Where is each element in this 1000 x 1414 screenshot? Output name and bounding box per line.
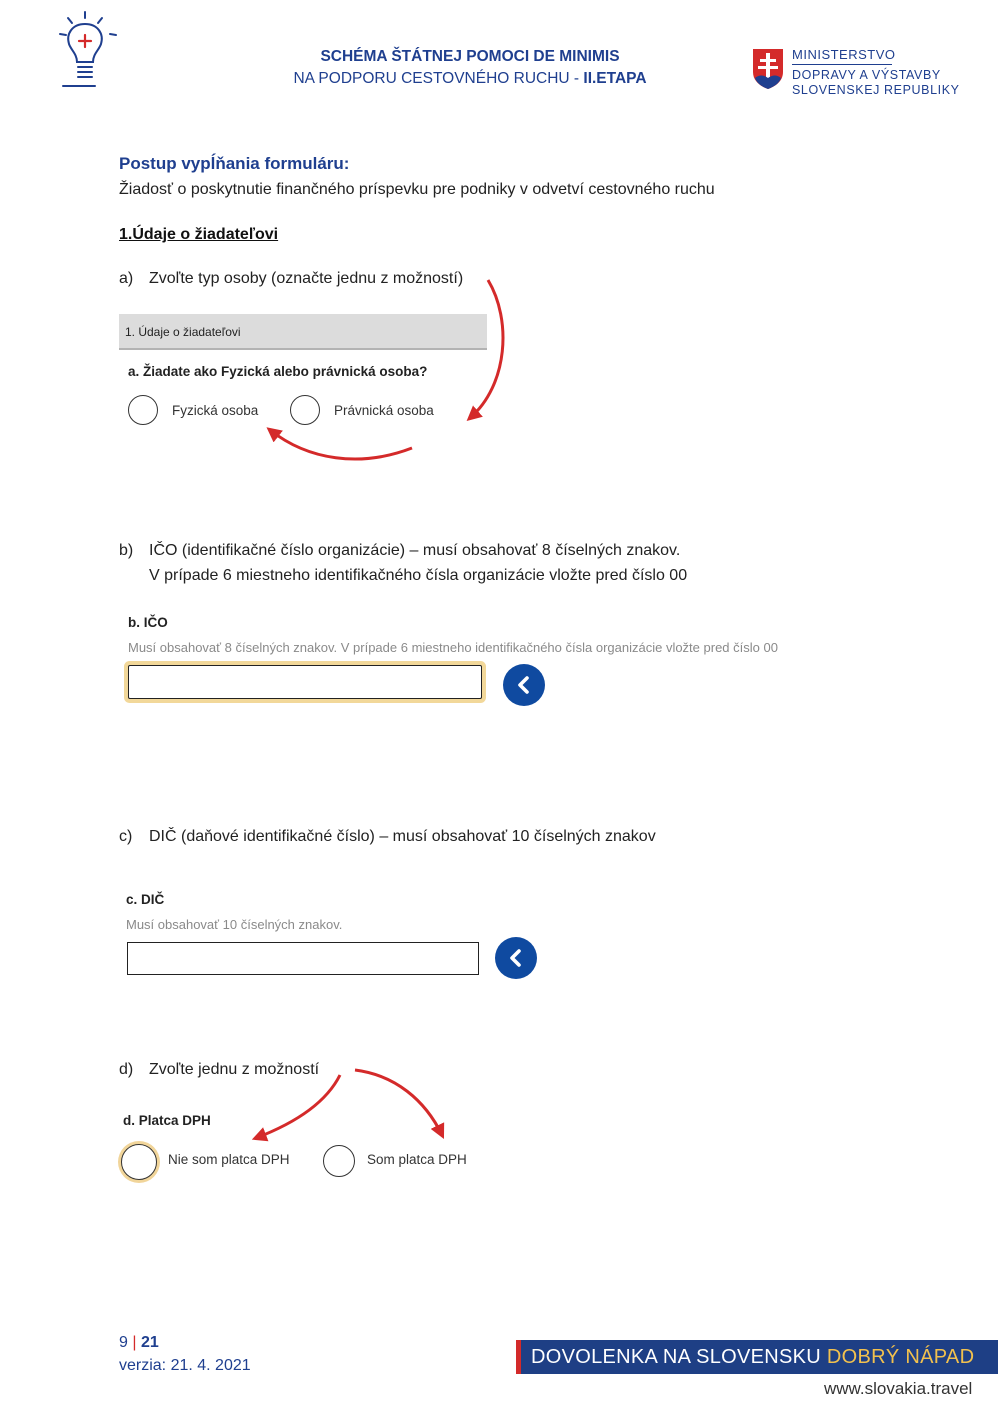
arrow-to-not-vat-payer — [256, 1075, 340, 1138]
dic-field-label: c. DIČ — [126, 892, 165, 907]
header-title-line1: SCHÉMA ŠTÁTNEJ POMOCI DE MINIMIS — [320, 48, 620, 65]
step-c-label: c) — [119, 828, 133, 845]
ico-hint: Musí obsahovať 8 číselných znakov. V prípade 6 miestneho identifikačného čísla organizácie vložte pred číslo 00 — [128, 640, 778, 655]
arrow-to-natural-person — [270, 430, 412, 459]
chevron-left-icon — [514, 675, 534, 695]
header-title-line2-prefix: NA PODPORU CESTOVNÉHO RUCHU - — [293, 70, 584, 87]
form-section-bar: 1. Údaje o žiadateľovi — [119, 314, 487, 350]
step-d-label: d) — [119, 1061, 134, 1078]
person-type-question: a. Žiadate ako Fyzická alebo právnická osoba? — [128, 364, 428, 379]
footer-url[interactable]: www.slovakia.travel — [824, 1379, 973, 1398]
chevron-left-icon — [506, 948, 526, 968]
step-b-label: b) — [119, 542, 134, 559]
step-d-text: Zvoľte jednu z možností — [149, 1061, 320, 1078]
step-b-text-line1: IČO (identifikačné číslo organizácie) – musí obsahovať 8 číselných znakov. — [149, 542, 681, 559]
banner-accent-text: DOBRÝ NÁPAD — [826, 1346, 975, 1368]
ico-back-button[interactable] — [503, 664, 545, 706]
radio-vat-payer[interactable] — [323, 1145, 355, 1177]
radio-not-vat-payer-label: Nie som platca DPH — [168, 1152, 290, 1167]
dic-input[interactable] — [127, 942, 479, 975]
section-heading: 1.Údaje o žiadateľovi — [119, 226, 279, 243]
dic-hint: Musí obsahovať 10 číselných znakov. — [126, 917, 343, 932]
step-c-text: DIČ (daňové identifikačné číslo) – musí obsahovať 10 číselných znakov — [149, 828, 656, 845]
page-number — [119, 1334, 159, 1352]
step-a-text: Zvoľte typ osoby (označte jednu z možností) — [149, 270, 464, 287]
arrow-to-vat-payer — [355, 1070, 442, 1135]
ministry-line1: MINISTERSTVO — [792, 47, 896, 62]
vat-question: d. Platca DPH — [123, 1113, 211, 1128]
page-separator: | — [132, 1334, 137, 1351]
page-current: 9 — [119, 1334, 128, 1351]
banner-main-text: DOVOLENKA NA SLOVENSKU — [531, 1346, 827, 1368]
radio-not-vat-payer[interactable] — [121, 1144, 157, 1180]
step-a-label: a) — [119, 270, 134, 287]
instructions-subtitle: Žiadosť o poskytnutie finančného príspevku pre podniky v odvetví cestovného ruchu — [119, 181, 715, 198]
ministry-line2: DOPRAVY A VÝSTAVBY — [792, 68, 941, 82]
radio-vat-payer-label: Som platca DPH — [367, 1152, 467, 1167]
header-title-line2-bold: II.ETAPA — [583, 70, 647, 87]
step-b-text-line2: V prípade 6 miestneho identifikačného čísla organizácie vložte pred číslo 00 — [149, 567, 688, 584]
tourism-banner — [516, 1340, 998, 1374]
instructions-title: Postup vypĺňania formuláru: — [119, 154, 350, 173]
page-total: 21 — [140, 1334, 159, 1351]
ministry-line3: SLOVENSKEJ REPUBLIKY — [792, 83, 960, 97]
radio-natural-person-label: Fyzická osoba — [172, 403, 259, 418]
radio-legal-person-label: Právnická osoba — [334, 403, 434, 418]
version-date: verzia: 21. 4. 2021 — [119, 1357, 251, 1374]
ico-input[interactable] — [128, 665, 482, 699]
ico-field-label: b. IČO — [128, 615, 168, 630]
arrow-to-legal-person — [470, 280, 503, 418]
dic-back-button[interactable] — [495, 937, 537, 979]
